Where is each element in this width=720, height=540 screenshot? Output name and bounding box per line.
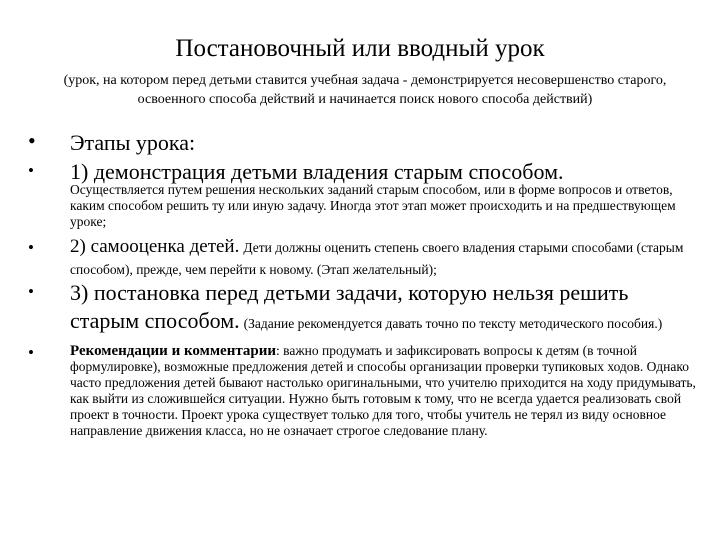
bullet: •: [28, 238, 34, 257]
stage-3-text: (Задание рекомендуется давать точно по тексту методического пособия.): [243, 316, 663, 331]
bullet: •: [28, 343, 34, 362]
slide-subtitle: (урок, на котором перед детьми ставится учебная задача - демонстрируется несовершенство старого, освоенного способа действий и начинается поиск нового способа действий): [63, 73, 667, 107]
stage-3-paragraph: [70, 280, 698, 336]
stage-1-text: Осуществляется путем решения нескольких заданий старым способом, или в форме вопросов и ответов, каким способом решить ту или иную задачу. Иногда этот этап может происходить и на предшествующем уроке;: [70, 182, 676, 229]
bullet: •: [28, 128, 36, 153]
stage-1-heading: 1) демонстрация детьми владения старым способом.: [70, 159, 564, 184]
stage-2-paragraph: [70, 236, 698, 281]
slide-title: Постановочный или вводный урок: [175, 35, 545, 62]
stage-3-heading: 3) постановка перед детьми задачи, которую нельзя решить старым способом.: [70, 280, 629, 333]
recommendations-text: : важно продумать и зафиксировать вопросы к детям (в точной формулировке), возможные предложения детей и способы организации проверки тупиковых ходов. Однако часто предложения детей бывают настолько оригинальными, что учителю приходится на ходу придумывать, как выйти из сложившейся ситуации. Нужно быть готовым к тому, что не всегда удается реализовать свой проект в точности. Проект урока существует только для того, чтобы учитель не терял из виду основное направление движения класса, но не означает строгое следование плану.: [70, 343, 696, 438]
stages-heading: Этапы урока:: [70, 130, 196, 155]
recommendations-paragraph: [70, 343, 698, 439]
stage-2-text: Дети должны оценить степень своего владения старыми способами (старым способом), прежде, чем перейти к новому. (Этап желательный);: [70, 240, 684, 277]
bullet: •: [28, 161, 34, 180]
recommendations-heading: Рекомендации и комментарии: [70, 343, 277, 359]
bullet: •: [28, 282, 34, 301]
stage-2-heading: 2) самооценка детей.: [70, 236, 240, 257]
